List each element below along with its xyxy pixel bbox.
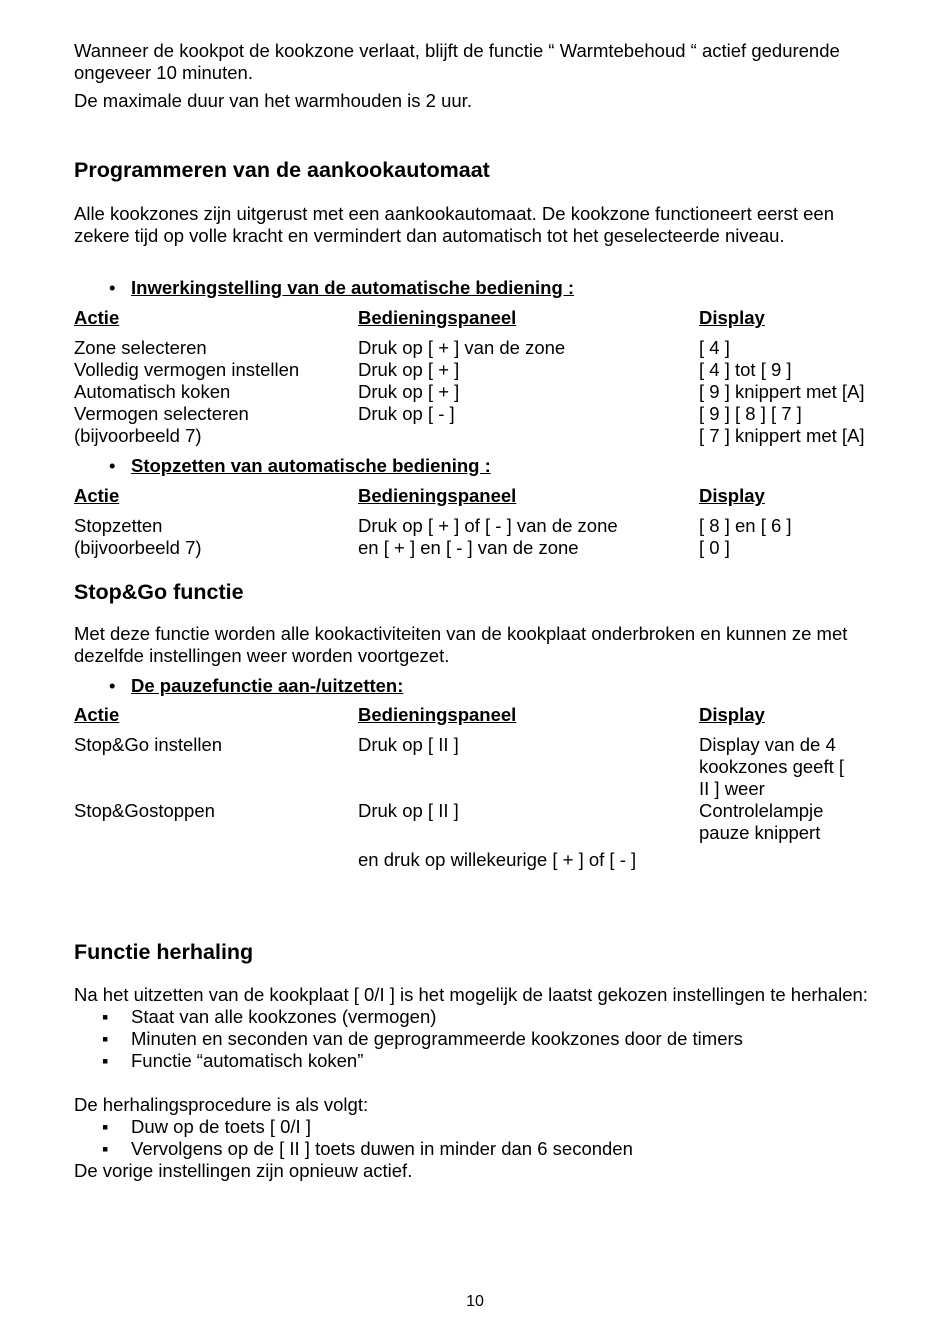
header-bedieningspaneel: Bedieningspaneel [358,307,517,328]
cell-actie: Vermogen selecteren [74,403,249,424]
cell-actie: Stop&Gostoppen [74,800,215,821]
list-procedure [74,1116,874,1160]
section-text-herhaling: Na het uitzetten van de kookplaat [ 0/I ] is het mogelijk de laatst gekozen instellingen te herhalen: [74,984,868,1005]
procedure-intro: De herhalingsprocedure is als volgt: [74,1094,369,1115]
section-title-herhaling: Functie herhaling [74,940,254,964]
section-text-aankookautomaat: Alle kookzones zijn uitgerust met een aankookautomaat. De kookzone functioneert eerst een zekere tijd op volle kracht en vermindert dan automatisch tot het geselecteerde niveau. [74,203,834,246]
cell-bediening: Druk op [ + ] van de zone [358,337,566,358]
subheading-inwerkingstelling: • Inwerkingstelling van de automatische bediening : [74,277,874,299]
cell-display: [ 4 ] [699,337,730,358]
section-title-aankookautomaat: Programmeren van de aankookautomaat [74,158,490,182]
cell-actie: Stopzetten [74,515,163,536]
cell-display: [ 9 ] knippert met [A] [699,381,865,402]
list-item: ▪ Vervolgens op de [ II ] toets duwen in minder dan 6 seconden [74,1138,874,1160]
intro-paragraph-2: De maximale duur van het warmhouden is 2 uur. [74,90,472,111]
table-row [74,337,874,359]
page-number: 10 [466,1293,484,1310]
header-bedieningspaneel: Bedieningspaneel [358,704,517,725]
cell-bediening: Druk op [ + ] of [ - ] van de zone [358,515,618,536]
list-item: ▪ Duw op de toets [ 0/I ] [74,1116,874,1138]
table-inwerkingstelling [74,337,874,447]
cell-actie: (bijvoorbeeld 7) [74,425,202,446]
table-row [74,734,874,800]
header-actie: Actie [74,485,120,506]
header-display: Display [699,307,765,328]
section-title-stopgo: Stop&Go functie [74,580,244,604]
cell-bediening: Druk op [ - ] [358,403,455,424]
table-row [74,403,874,425]
page-content [74,40,874,1182]
table-header [74,704,874,726]
table-stopzetten [74,515,874,559]
cell-display: [ 7 ] knippert met [A] [699,425,865,446]
header-actie: Actie [74,307,120,328]
cell-bediening: Druk op [ II ] [358,800,459,821]
header-actie: Actie [74,704,120,725]
list-item: ▪ Functie “automatisch koken” [74,1050,874,1072]
list-herhaling [74,1006,874,1072]
table-row [74,849,874,871]
section-text-stopgo: Met deze functie worden alle kookactiviteiten van de kookplaat onderbroken en kunnen ze met dezelfde instellingen weer worden voortgezet. [74,623,848,666]
cell-bediening: Druk op [ + ] [358,381,460,402]
cell-display: [ 0 ] [699,537,730,558]
table-row [74,381,874,403]
cell-display: Controlelampje pauze knippert [699,800,824,843]
header-display: Display [699,485,765,506]
cell-bediening: en [ + ] en [ - ] van de zone [358,537,579,558]
cell-display: [ 9 ] [ 8 ] [ 7 ] [699,403,802,424]
table-row [74,359,874,381]
cell-actie: Zone selecteren [74,337,207,358]
table-row [74,800,874,844]
subheading-stopzetten: • Stopzetten van automatische bediening : [74,455,874,477]
cell-actie: Stop&Go instellen [74,734,223,755]
header-display: Display [699,704,765,725]
cell-display: Display van de 4 kookzones geeft [ II ] weer [699,734,845,799]
subheading-pauzefunctie: • De pauzefunctie aan-/uitzetten: [74,675,874,697]
procedure-outro: De vorige instellingen zijn opnieuw actief. [74,1160,413,1181]
cell-actie [74,849,358,871]
list-item: ▪ Minuten en seconden van de geprogrammeerde kookzones door de timers [74,1028,874,1050]
cell-bediening: en druk op willekeurige [ + ] of [ - ] [358,849,637,870]
table-row [74,425,874,447]
list-item: ▪ Staat van alle kookzones (vermogen) [74,1006,874,1028]
cell-actie: Automatisch koken [74,381,231,402]
table-row [74,537,874,559]
cell-actie: Volledig vermogen instellen [74,359,300,380]
header-bedieningspaneel: Bedieningspaneel [358,485,517,506]
cell-display: [ 4 ] tot [ 9 ] [699,359,792,380]
table-header [74,307,874,329]
table-header [74,485,874,507]
cell-actie: (bijvoorbeeld 7) [74,537,202,558]
cell-bediening: Druk op [ II ] [358,734,459,755]
table-row [74,515,874,537]
intro-paragraph: Wanneer de kookpot de kookzone verlaat, blijft de functie “ Warmtebehoud “ actief gedurende ongeveer 10 minuten. [74,40,840,83]
cell-bediening [358,425,699,447]
cell-display: [ 8 ] en [ 6 ] [699,515,792,536]
cell-bediening: Druk op [ + ] [358,359,460,380]
